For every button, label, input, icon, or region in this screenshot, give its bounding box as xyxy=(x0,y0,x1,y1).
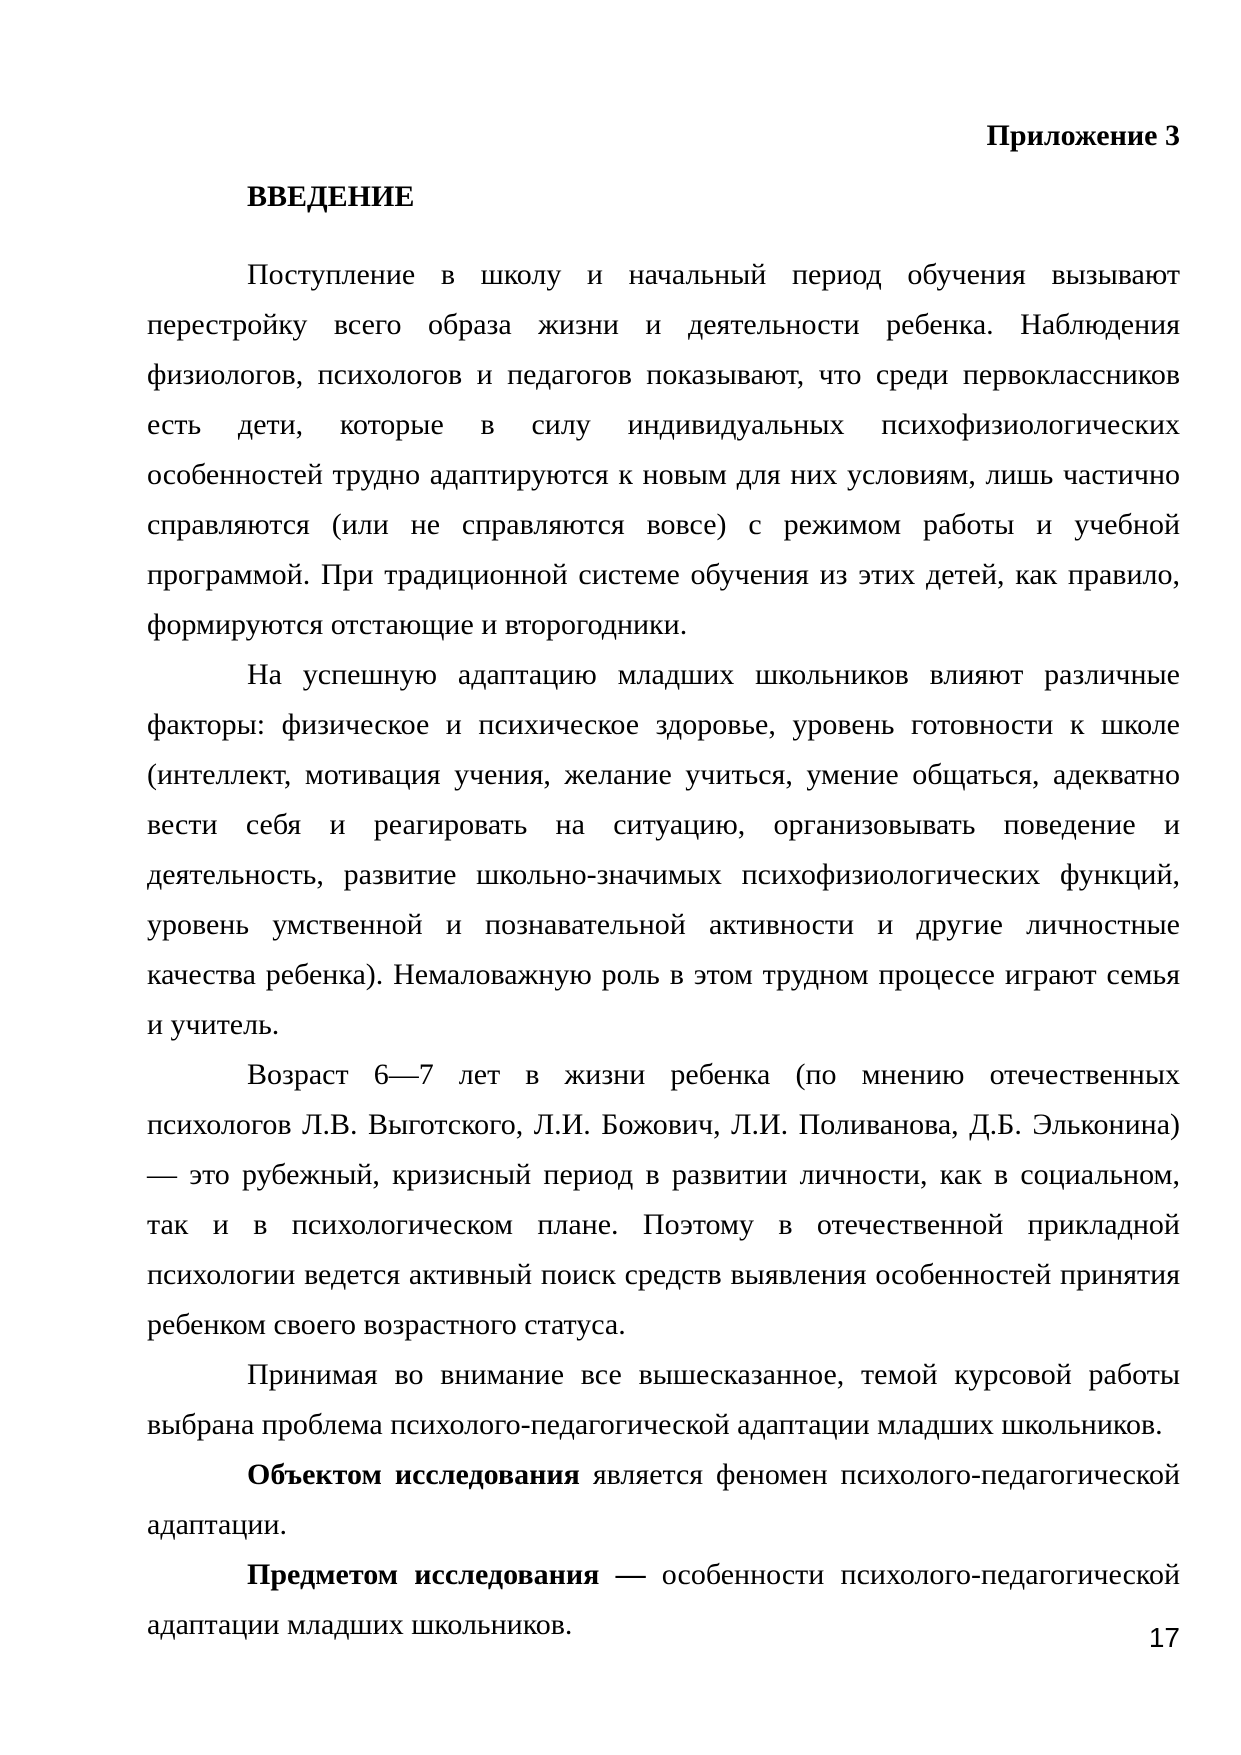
paragraph xyxy=(147,1550,1180,1650)
paragraph-text: Возраст 6—7 лет в жизни ребенка (по мнению отечественных психологов Л.В. Выготского, Л.И. Божович, Л.И. Поливанова, Д.Б. Эльконина) — это рубежный, кризисный период в развитии личности, как в социальном, так и в психологическом плане. Поэтому в отечественной прикладной психологии ведется активный поиск средств выявления особенностей принятия ребенком своего возрастного статуса. xyxy=(147,1058,1180,1341)
paragraph xyxy=(147,1450,1180,1550)
document-content xyxy=(147,0,1180,1650)
page-number: 17 xyxy=(1148,1622,1180,1653)
paragraph-bold-text: Предметом исследования — xyxy=(247,1558,662,1591)
paragraph xyxy=(147,1350,1180,1450)
paragraph-bold-text: Объектом исследования xyxy=(247,1458,580,1491)
paragraph-text: особенности психолого-педагогической адаптации младших школьников. xyxy=(147,1558,1180,1641)
section-title: ВВЕДЕНИЕ xyxy=(247,180,415,213)
paragraph xyxy=(147,250,1180,650)
paragraph-text: Принимая во внимание все вышесказанное, темой курсовой работы выбрана проблема психолого-педагогической адаптации младших школьников. xyxy=(147,1358,1180,1441)
paragraph xyxy=(147,650,1180,1050)
paragraph xyxy=(147,1050,1180,1350)
paragraph-text: На успешную адаптацию младших школьников влияют различные факторы: физическое и психическое здоровье, уровень готовности к школе (интеллект, мотивация учения, желание учиться, умение общаться, адекватно вести себя и реагировать на ситуацию, организовывать поведение и деятельность, развитие школьно-значимых психофизиологических функций, уровень умственной и познавательной активности и другие личностные качества ребенка). Немаловажную роль в этом трудном процессе играют семья и учитель. xyxy=(147,658,1180,1041)
paragraph-text: Поступление в школу и начальный период обучения вызывают перестройку всего образа жизни и деятельности ребенка. Наблюдения физиологов, психологов и педагогов показывают, что среди первоклассников есть дети, которые в силу индивидуальных психофизиологических особенностей трудно адаптируются к новым для них условиям, лишь частично справляются (или не справляются вовсе) с режимом работы и учебной программой. При традиционной системе обучения из этих детей, как правило, формируются отстающие и второгодники. xyxy=(147,258,1180,641)
appendix-label: Приложение 3 xyxy=(986,119,1180,152)
paragraph-text: является феномен психолого-педагогической адаптации. xyxy=(147,1458,1180,1541)
document-body xyxy=(147,250,1180,1650)
